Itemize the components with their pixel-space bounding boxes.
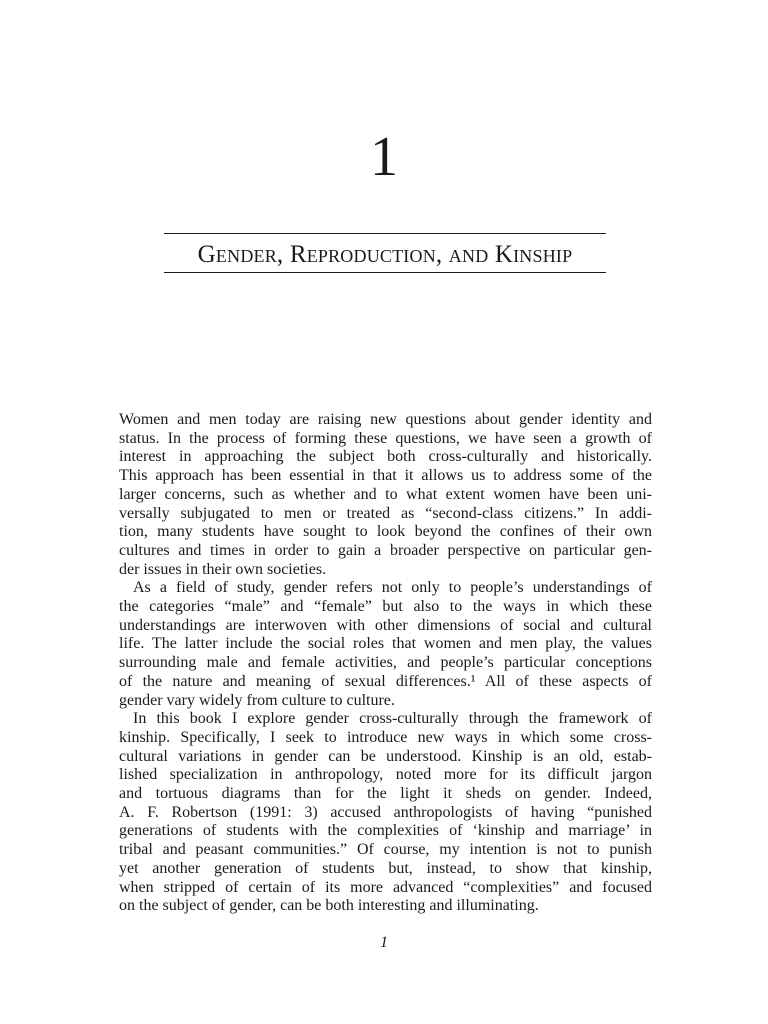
page-number: 1: [380, 934, 388, 951]
text-line: In this book I explore gender cross-culturally through the framework of: [133, 710, 652, 728]
text-line: cultural variations in gender can be understood. Kinship is an old, estab-: [119, 747, 652, 765]
text-line: gender vary widely from culture to culture.: [119, 691, 395, 709]
text-line: tribal and peasant communities.” Of course, my intention is not to punish: [119, 841, 652, 859]
paragraph: [119, 579, 652, 710]
text-line: lished specialization in anthropology, noted more for its difficult jargon: [119, 766, 652, 784]
text-line: versally subjugated to men or treated as “second-class citizens.” In addi-: [119, 504, 652, 522]
title-rule-top: [164, 233, 606, 234]
chapter-number: 1: [370, 126, 398, 188]
body-text: [119, 411, 652, 916]
text-line: surrounding male and female activities, and people’s particular conceptions: [119, 654, 652, 672]
text-line: A. F. Robertson (1991: 3) accused anthropologists of having “punished: [119, 803, 652, 821]
text-line: yet another generation of students but, instead, to show that kinship,: [119, 859, 652, 877]
paragraph: [119, 411, 652, 579]
chapter-title: Gender, Reproduction, and Kinship: [197, 241, 573, 268]
text-line: on the subject of gender, can be both interesting and illuminating.: [119, 897, 539, 915]
text-line: Women and men today are raising new questions about gender identity and: [119, 411, 652, 428]
text-line: life. The latter include the social roles that women and men play, the values: [119, 635, 652, 653]
title-rule-bottom: [164, 272, 606, 273]
text-line: when stripped of certain of its more advanced “complexities” and focused: [119, 878, 652, 896]
text-line: generations of students with the complexities of ‘kinship and marriage’ in: [119, 822, 652, 840]
text-line: der issues in their own societies.: [119, 560, 327, 578]
text-line: As a field of study, gender refers not only to people’s understandings of: [133, 579, 652, 597]
text-line: status. In the process of forming these questions, we have seen a growth of: [119, 429, 652, 447]
text-line: kinship. Specifically, I seek to introduce new ways in which some cross-: [119, 728, 652, 746]
text-line: cultures and times in order to gain a broader perspective on particular gen-: [119, 541, 652, 559]
text-line: the categories “male” and “female” but also to the ways in which these: [119, 598, 652, 616]
text-line: tion, many students have sought to look beyond the confines of their own: [119, 523, 652, 541]
text-line: interest in approaching the subject both cross-culturally and historically.: [119, 448, 652, 466]
text-line: of the nature and meaning of sexual differences.¹ All of these aspects of: [119, 672, 652, 690]
paragraph: [119, 710, 652, 916]
text-line: understandings are interwoven with other dimensions of social and cultural: [119, 616, 652, 634]
text-line: and tortuous diagrams than for the light it sheds on gender. Indeed,: [119, 785, 652, 803]
text-line: This approach has been essential in that it allows us to address some of the: [119, 467, 652, 485]
text-line: larger concerns, such as whether and to what extent women have been uni-: [119, 485, 652, 503]
